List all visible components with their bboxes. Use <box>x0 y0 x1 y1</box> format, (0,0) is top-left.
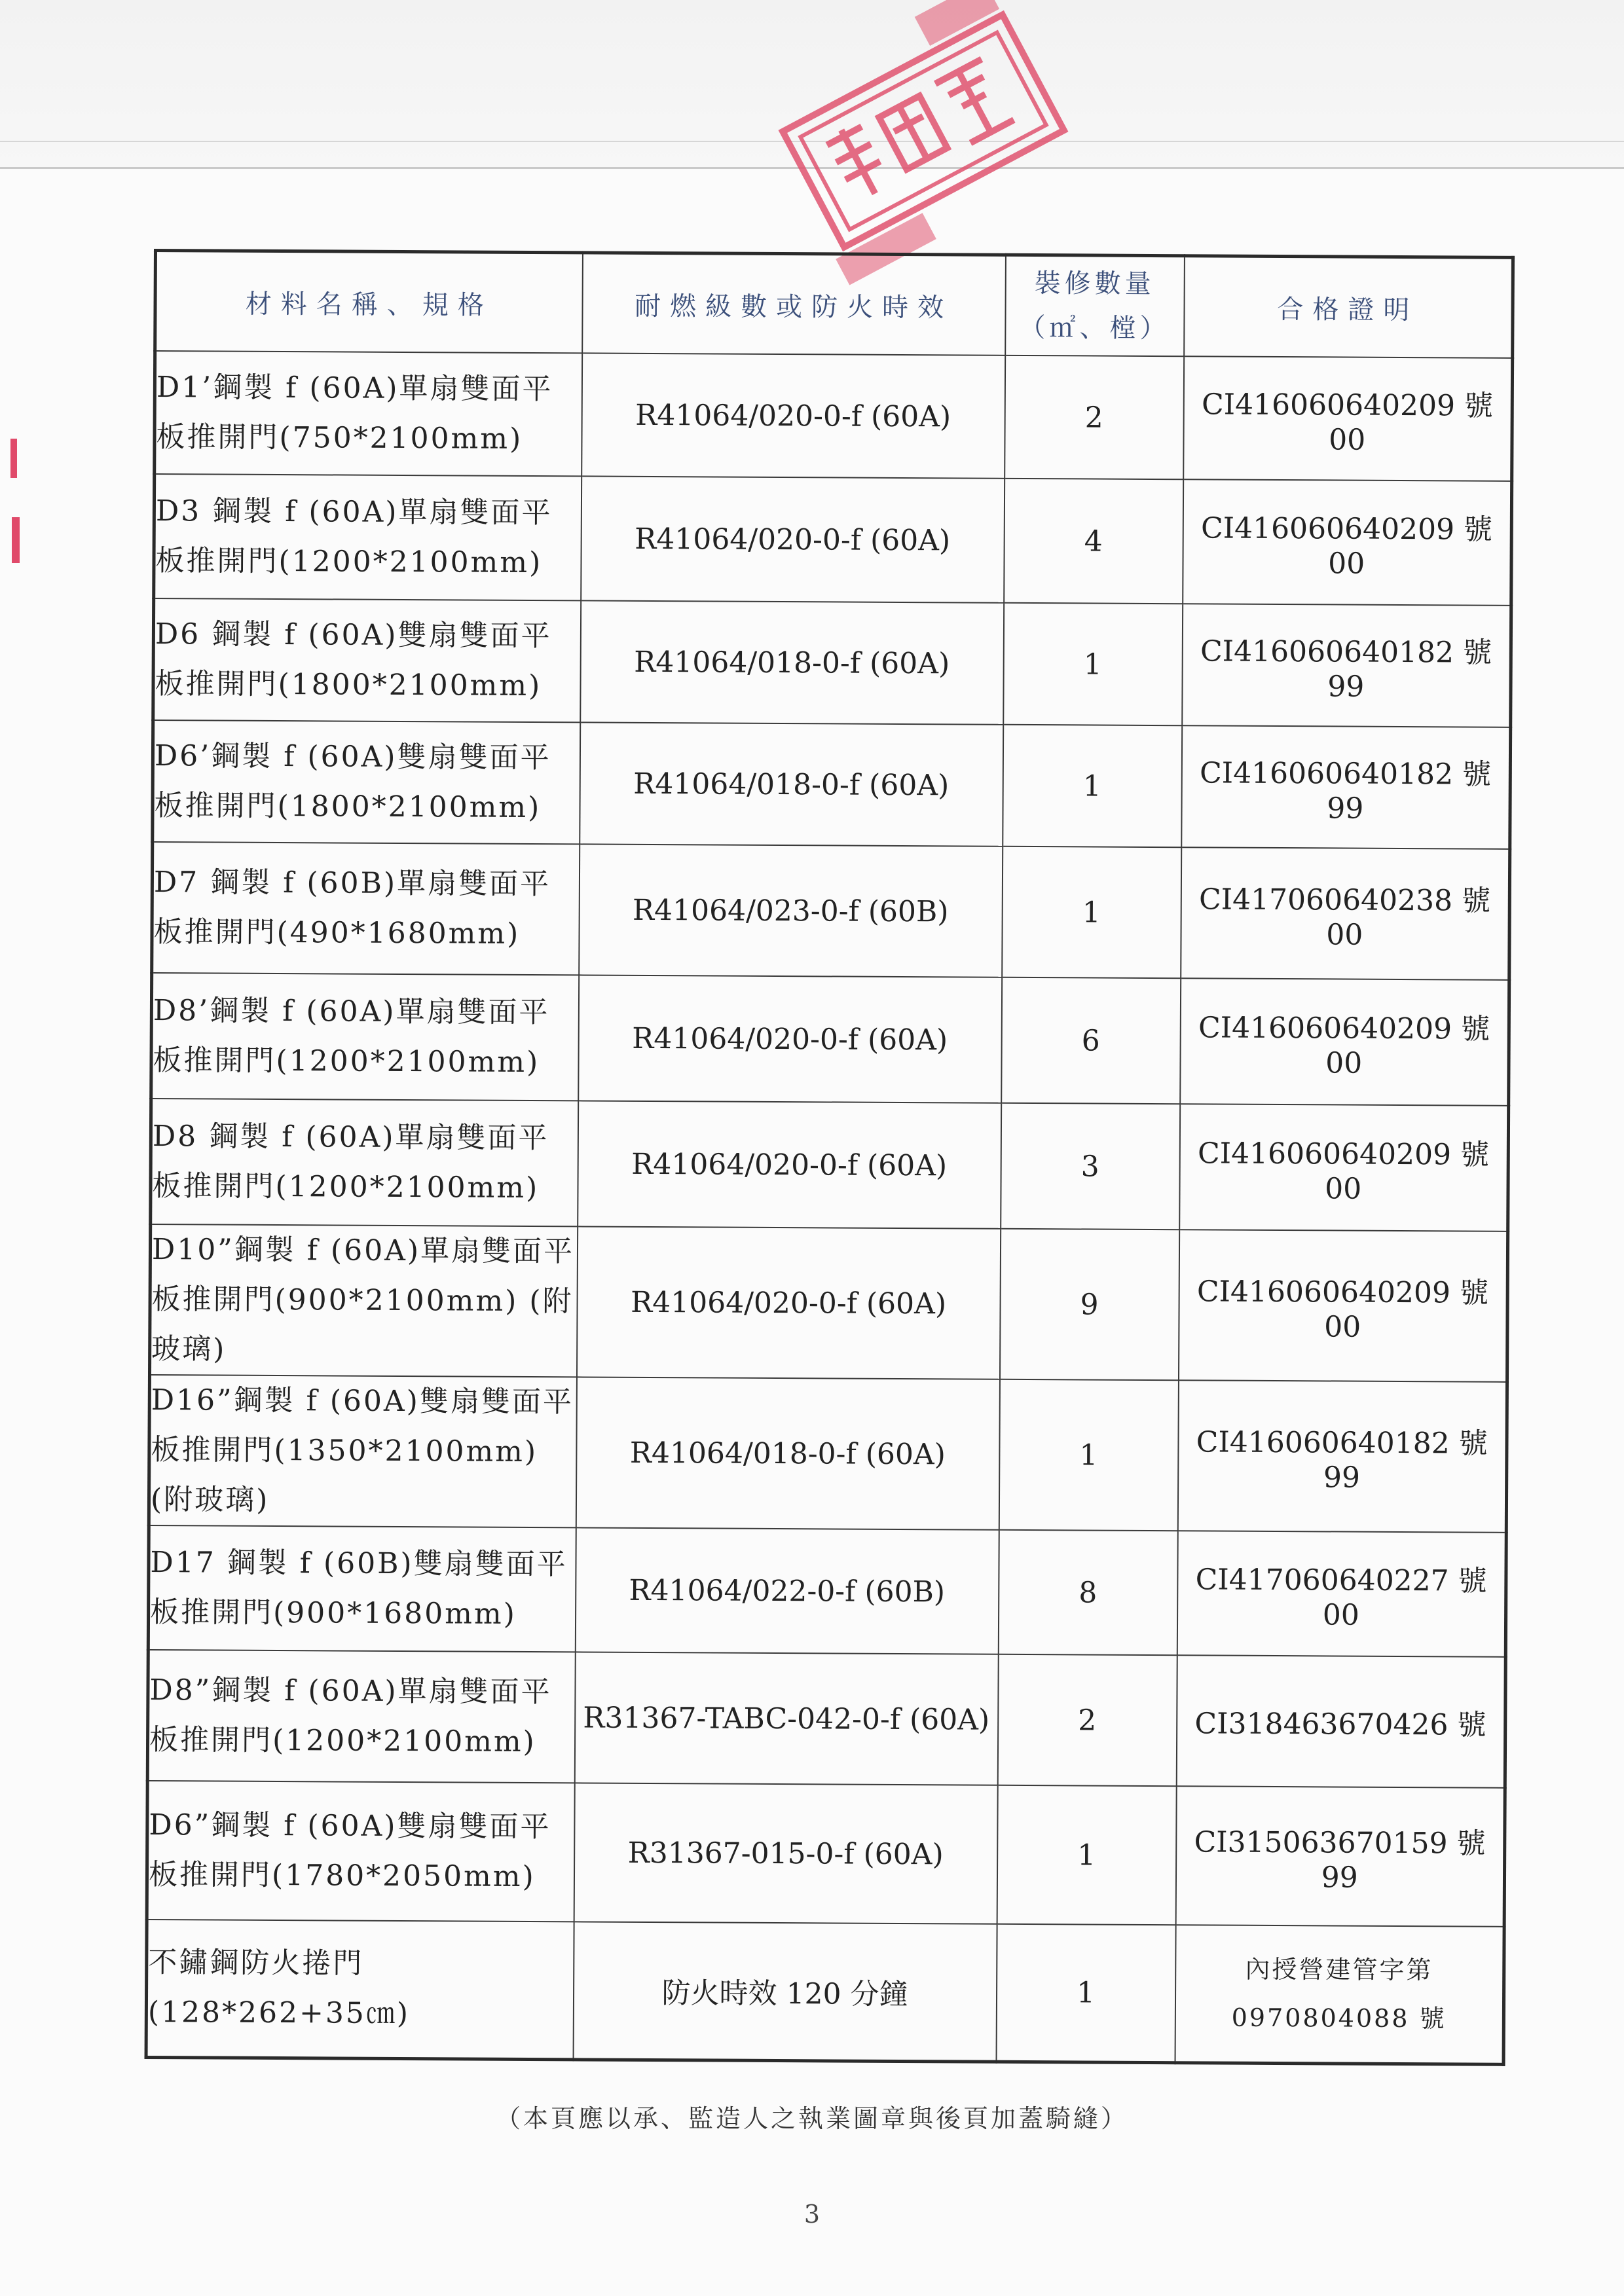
cell-certificate: CI417060640238 號00 <box>1181 847 1510 980</box>
materials-table <box>145 249 1515 2066</box>
cell-certificate: CI416060640209 號00 <box>1178 1230 1507 1382</box>
cell-rating: R31367-015-0-f (60A) <box>574 1783 997 1923</box>
cell-name: D1’鋼製 f (60A)單扇雙面平板推開門(750*2100mm) <box>155 351 582 476</box>
cell-rating: R41064/023-0-f (60B) <box>579 844 1003 977</box>
table-row <box>151 973 1509 1106</box>
cell-name: D3 鋼製 f (60A)單扇雙面平板推開門(1200*2100mm) <box>154 474 581 600</box>
cell-name: D7 鋼製 f (60B)單扇雙面平板推開門(490*1680mm) <box>152 842 580 975</box>
red-edge-mark <box>10 439 17 478</box>
header-rating: 耐燃級數或防火時效 <box>582 253 1006 355</box>
cell-quantity: 4 <box>1004 479 1183 604</box>
cell-certificate: CI416060640182 號99 <box>1177 1380 1507 1533</box>
cell-quantity: 3 <box>1001 1103 1180 1230</box>
cell-name: D16”鋼製 f (60A)雙扇雙面平板推開門(1350*2100mm)(附玻璃) <box>149 1375 576 1527</box>
table-row <box>152 842 1510 980</box>
cell-quantity: 1 <box>1003 725 1182 847</box>
cell-rating: R41064/018-0-f (60A) <box>580 722 1003 846</box>
header-name-spec: 材料名稱、規格 <box>155 251 583 354</box>
cell-certificate: CI416060640209 號00 <box>1183 356 1513 481</box>
cell-certificate: CI417060640227 號00 <box>1177 1531 1506 1657</box>
cell-quantity: 8 <box>998 1530 1177 1655</box>
table-row <box>154 474 1512 606</box>
cell-rating: R41064/018-0-f (60A) <box>580 600 1004 724</box>
cell-rating: R41064/020-0-f (60A) <box>581 353 1005 478</box>
table-row <box>149 1375 1507 1533</box>
table-row <box>149 1224 1507 1382</box>
cell-certificate: CI416060640209 號00 <box>1180 978 1509 1106</box>
cell-certificate: CI318463670426 號 <box>1176 1655 1505 1788</box>
table-row <box>153 720 1511 849</box>
table-row <box>147 1781 1505 1927</box>
cell-name: D6’鋼製 f (60A)雙扇雙面平板推開門(1800*2100mm) <box>153 720 580 844</box>
cell-name: D8 鋼製 f (60A)單扇雙面平板推開門(1200*2100mm) <box>151 1099 578 1226</box>
cell-name: 不鏽鋼防火捲門(128*262+35㎝) <box>146 1920 574 2059</box>
cell-name: D10”鋼製 f (60A)單扇雙面平板推開門(900*2100mm) (附玻璃) <box>149 1224 577 1377</box>
cell-rating: R41064/018-0-f (60A) <box>576 1377 999 1529</box>
cell-quantity: 2 <box>1005 355 1184 479</box>
table-row <box>147 1650 1505 1788</box>
table-row <box>148 1525 1506 1657</box>
cell-certificate: 內授營建管字第0970804088 號 <box>1175 1925 1504 2064</box>
header-quantity-line1: 裝修數量 <box>1034 268 1155 300</box>
header-certificate: 合格證明 <box>1184 256 1513 358</box>
cell-rating: 防火時效 120 分鐘 <box>573 1922 997 2061</box>
cell-rating: R41064/020-0-f (60A) <box>578 975 1002 1102</box>
table-header-row <box>155 251 1513 358</box>
red-edge-mark <box>14 553 17 560</box>
cell-rating: R41064/020-0-f (60A) <box>581 476 1005 602</box>
cell-quantity: 1 <box>997 1785 1176 1925</box>
header-quantity-line2: （㎡、樘） <box>1019 312 1170 344</box>
cell-name: D6 鋼製 f (60A)雙扇雙面平板推開門(1800*2100mm) <box>153 598 581 722</box>
footnote: （本頁應以承、監造人之執業圖章與後頁加蓋騎縫） <box>495 2104 1128 2133</box>
cell-name: D8”鋼製 f (60A)單扇雙面平板推開門(1200*2100mm) <box>147 1650 575 1783</box>
cell-certificate: CI416060640182 號99 <box>1182 604 1511 727</box>
cell-rating: R41064/020-0-f (60A) <box>578 1101 1001 1228</box>
cell-rating: R41064/020-0-f (60A) <box>576 1226 1000 1379</box>
cell-certificate: CI315063670159 號99 <box>1175 1786 1505 1927</box>
cell-name: D8’鋼製 f (60A)單扇雙面平板推開門(1200*2100mm) <box>151 973 579 1101</box>
cell-name: D6”鋼製 f (60A)雙扇雙面平板推開門(1780*2050mm) <box>147 1781 574 1922</box>
cell-quantity: 1 <box>1002 847 1181 978</box>
cell-quantity: 1 <box>996 1924 1175 2062</box>
table-row <box>153 598 1511 727</box>
cell-rating: R31367-TABC-042-0-f (60A) <box>574 1652 998 1785</box>
cell-name: D17 鋼製 f (60B)雙扇雙面平板推開門(900*1680mm) <box>148 1525 576 1652</box>
page-number: 3 <box>803 2200 821 2229</box>
cell-quantity: 1 <box>999 1379 1178 1531</box>
materials-table-container <box>144 249 1522 2076</box>
table-row <box>155 351 1513 481</box>
cell-certificate: CI416060640182 號99 <box>1181 725 1511 849</box>
table-row <box>151 1099 1509 1231</box>
cell-quantity: 6 <box>1001 977 1181 1104</box>
cell-certificate: CI416060640209 號00 <box>1179 1104 1509 1231</box>
cell-quantity: 2 <box>997 1654 1177 1786</box>
table-row <box>146 1920 1504 2064</box>
cell-rating: R41064/022-0-f (60B) <box>575 1527 999 1654</box>
cell-quantity: 1 <box>1003 603 1183 725</box>
cell-certificate: CI416060640209 號00 <box>1183 479 1512 606</box>
cell-quantity: 9 <box>999 1229 1179 1380</box>
header-quantity <box>1005 255 1185 356</box>
